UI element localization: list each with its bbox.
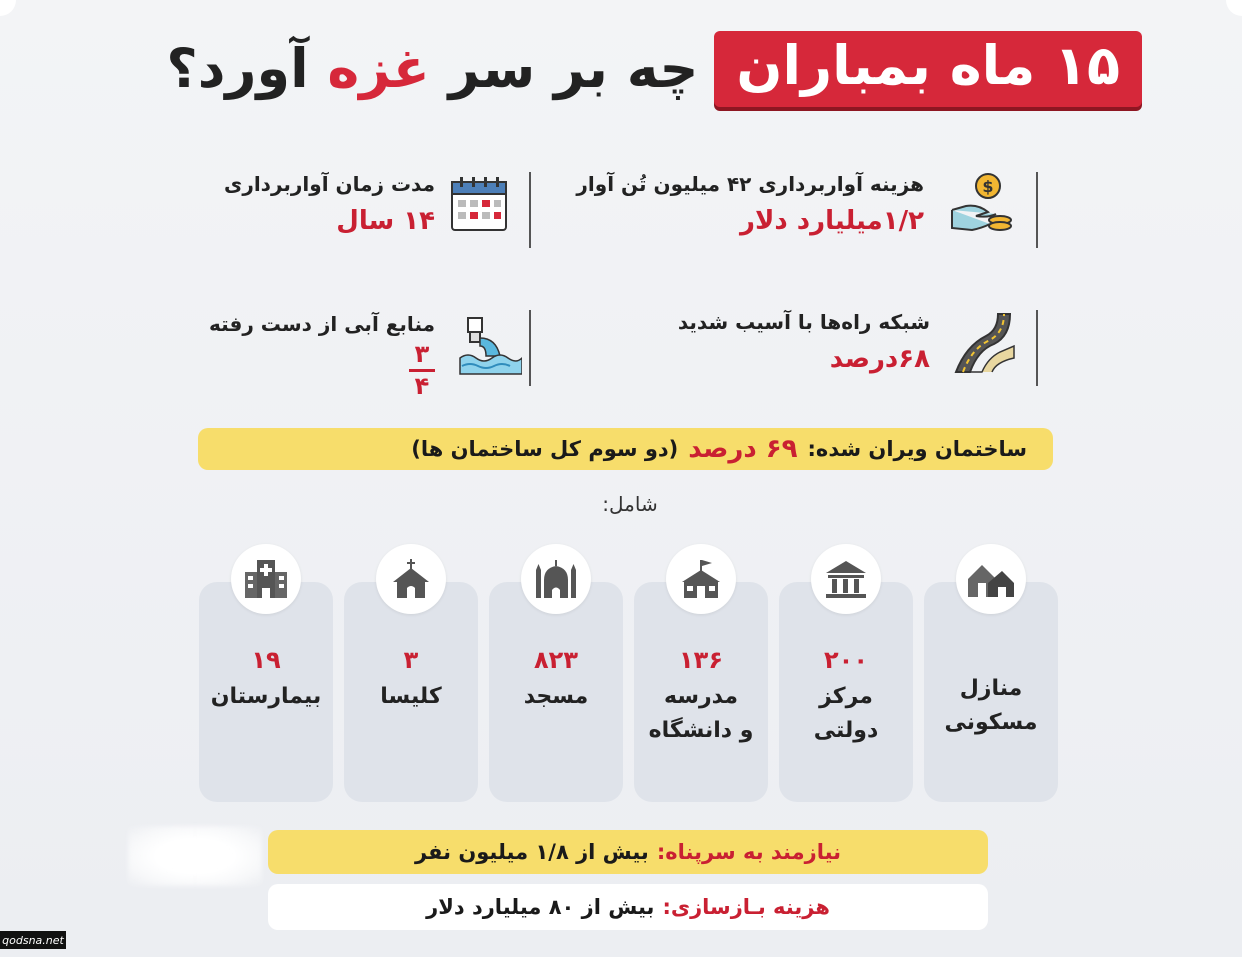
svg-text:$: $	[982, 177, 994, 196]
banner-value: بیش از ۱/۸ میلیون نفر	[414, 840, 649, 864]
corner-decoration	[0, 0, 16, 16]
water-pipe-icon	[456, 312, 526, 382]
stat-label: منابع آبی از دست رفته	[208, 312, 435, 336]
money-hand-icon	[948, 170, 1018, 240]
card-churches	[344, 582, 478, 802]
stat-value: ۶۸درصد	[829, 344, 930, 374]
church-icon	[376, 544, 446, 614]
title-highlight: ۱۵ ماه بمباران	[714, 31, 1142, 107]
card-body	[199, 646, 333, 714]
card-value: ۲۰۰	[824, 646, 868, 674]
banner-label: نیازمند به سرپناه:	[656, 840, 842, 864]
card-schools	[634, 582, 768, 802]
road-icon	[948, 306, 1018, 376]
stat-water	[200, 312, 435, 412]
title-part: چه بر سر	[448, 37, 699, 100]
card-label-line: بیمارستان	[210, 684, 322, 709]
mosque-icon	[521, 544, 591, 614]
card-body	[634, 646, 768, 748]
houses-icon	[956, 544, 1026, 614]
stat-label: هزینه آواربرداری ۴۲ میلیون تُن آوار	[576, 172, 924, 196]
card-label-line: منازل	[959, 676, 1023, 701]
stat-label: شبکه راه‌ها با آسیب شدید	[677, 310, 930, 334]
fraction-denominator: ۴	[414, 372, 430, 401]
shelter-banner	[268, 830, 988, 874]
card-label-line: مسجد	[523, 684, 589, 709]
card-label	[814, 680, 878, 748]
banner-prefix: ساختمان ویران شده:	[807, 437, 1027, 461]
banner-value: بیش از ۸۰ میلیارد دلار	[426, 895, 655, 919]
divider	[1036, 310, 1038, 386]
title-rest	[166, 37, 699, 100]
card-label	[380, 680, 441, 714]
card-label-line: مسکونی	[944, 710, 1038, 736]
card-label	[649, 680, 754, 748]
fraction-numerator: ۳	[414, 340, 430, 368]
card-value: ۸۲۳	[534, 646, 578, 674]
card-label	[211, 680, 322, 714]
card-label	[524, 680, 589, 714]
banner-suffix: (دو سوم کل ساختمان ها)	[411, 437, 679, 461]
card-label-line: مرکز	[819, 684, 873, 709]
card-label-line: دولتی	[813, 718, 879, 744]
card-value: ۱۹	[251, 646, 281, 674]
redacted-area	[128, 826, 262, 886]
hospital-icon	[231, 544, 301, 614]
divider	[1036, 172, 1038, 248]
rebuild-banner	[268, 884, 988, 930]
government-building-icon	[811, 544, 881, 614]
fraction-three-quarters	[409, 342, 435, 399]
stat-label: مدت زمان آواربرداری	[223, 172, 435, 196]
card-label-line: کلیسا	[380, 684, 442, 709]
title-gaza: غزه	[327, 37, 430, 100]
stat-rubble-cost	[564, 172, 924, 252]
card-mosques	[489, 582, 623, 802]
card-label-line: و دانشگاه	[648, 718, 754, 744]
card-government	[779, 582, 913, 802]
destroyed-buildings-banner	[198, 428, 1053, 470]
stat-value: ۱۴ سال	[336, 206, 435, 236]
card-value: ۱۳۶	[679, 646, 723, 674]
calendar-icon	[446, 172, 516, 242]
card-body	[924, 672, 1058, 740]
banner-value: ۶۹ درصد	[688, 434, 798, 464]
card-label	[944, 672, 1037, 740]
banner-label: هزینه بـازسازی:	[662, 895, 830, 919]
school-icon	[666, 544, 736, 614]
card-body	[344, 646, 478, 714]
divider	[529, 172, 531, 248]
divider	[529, 310, 531, 386]
card-body	[779, 646, 913, 748]
stat-value: ۱/۲میلیارد دلار	[740, 206, 924, 236]
title-part: آورد؟	[166, 37, 309, 100]
card-residential	[924, 582, 1058, 802]
page-title	[60, 24, 1142, 114]
corner-decoration	[1226, 0, 1242, 16]
card-hospitals	[199, 582, 333, 802]
stat-rubble-time	[190, 172, 435, 252]
stat-roads	[570, 310, 930, 390]
card-label-line: مدرسه	[664, 684, 738, 709]
includes-label: شامل:	[602, 492, 658, 516]
card-body	[489, 646, 623, 714]
card-value: ۳	[403, 646, 419, 674]
watermark: qodsna.net	[0, 931, 66, 949]
